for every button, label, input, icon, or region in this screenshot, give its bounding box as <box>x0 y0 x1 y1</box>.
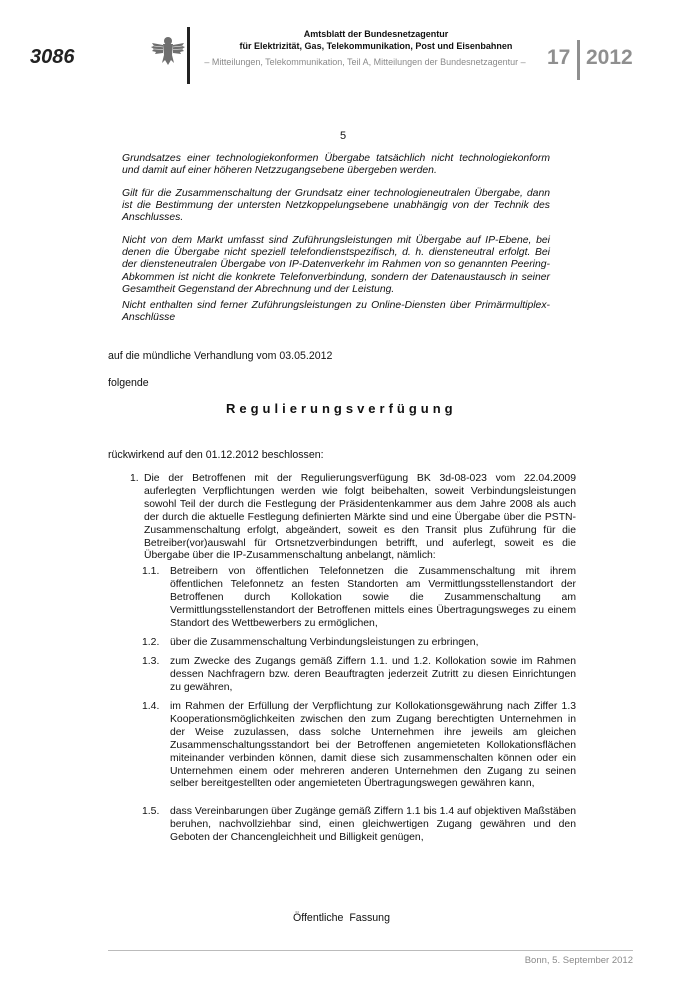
issue-number: 17 <box>547 46 571 69</box>
italic-paragraph: Nicht enthalten sind ferner Zuführungsleistungen zu Online-Diensten über Primärmultiplex-Anschlüsse <box>122 300 550 324</box>
subitem-number: 1.5. <box>142 806 160 817</box>
subitem-number: 1.1. <box>142 566 160 577</box>
subitem-text: dass Vereinbarungen über Zugänge gemäß Ziffern 1.1 bis 1.4 auf objektiven Maßstäben beruhen, nachvollziehbar sind, einen gleichwertigen Zugang gewähren und den Geboten der Chancengleichheit und Billigkeit genügen, <box>170 806 576 843</box>
subitem-text: über die Zusammenschaltung Verbindungsleistungen zu erbringen, <box>170 637 479 648</box>
item-text: Die der Betroffenen mit der Regulierungsverfügung BK 3d-08-023 vom 22.04.2009 auferlegten Verpflichtungen werden wie folgt beibehalten, soweit Verbindungsleistungen sowohl Teil der durch die Festlegung der Präsidentenkammer aus dem Jahre 2008 als auch der durch die aktuelle Festlegung definierten Märkte sind und eine Übergabe über die PSTN-Zusammenschaltung erfolgt, abgeändert, soweit es den Transit plus Zuführung für die Betreiber(vor)auswahl für Ortsnetzverbindungen betrifft, und auferlegt, soweit es die Übergabe über die IP-Zusammenschaltung anbelangt, nämlich: <box>144 473 576 562</box>
subitem-number: 1.2. <box>142 637 160 648</box>
hearing-line: auf die mündliche Verhandlung vom 03.05.2012 <box>108 350 333 362</box>
decision-title: Regulierungsverfügung <box>226 401 457 416</box>
subitem-text: im Rahmen der Erfüllung der Verpflichtung zur Kollokationsgewährung nach Ziffer 1.3 Kooperationsmöglichkeiten zwischen den zum Zugang berechtigten Unternehmen in der Weise zuzulassen, dass solche Unternehmen ihre jeweils am gleichen Zusammenschaltungsstandort bei der Betroffenen angemieteten Kollokationsflächen miteinander verbinden können, damit diese sich zusammenschalten können oder ein Unternehmen einem oder mehreren anderen Unternehmen den Zugang zu seinen selber bereitgestellten oder angemieteten Übertragungswegen gewähren kann, <box>170 701 576 790</box>
gazette-subtitle: für Elektrizität, Gas, Telekommunikation, Post und Eisenbahnen <box>239 41 513 51</box>
italic-paragraph: Nicht von dem Markt umfasst sind Zuführungsleistungen mit Übergabe auf IP-Ebene, bei denen die Übergabe nicht speziell telefondienstspezifisch, d. h. diensteneutral erfolgt. Bei der diensteneutralen Übergabe von IP-Datenverkehr im Rahmen von so genannten Peering-Abkommen ist nicht die konkrete Telefonverbindung, sondern der Datenaustausch in seiner Gesamtheit Gegenstand der Abrechnung und der Leistung. <box>122 235 550 295</box>
following-line: folgende <box>108 377 149 389</box>
retroactive-line: rückwirkend auf den 01.12.2012 beschlossen: <box>108 449 324 461</box>
subitem-number: 1.4. <box>142 701 160 712</box>
public-version-label: Öffentliche Fassung <box>293 912 390 924</box>
item-number: 1. <box>130 473 139 484</box>
footer-place-date: Bonn, 5. September 2012 <box>524 955 633 966</box>
italic-paragraph: Grundsatzes einer technologiekonformen Übergabe tatsächlich nicht technologiekonform und damit auf einer höheren Netzzugangsebene übergeben werden. <box>122 153 550 177</box>
gazette-title: Amtsblatt der Bundesnetzagentur <box>303 29 449 39</box>
issue-divider <box>577 40 580 80</box>
page-number: 3086 <box>30 46 75 68</box>
italic-paragraph: Gilt für die Zusammenschaltung der Grundsatz einer technologieneutralen Übergabe, dann ist die Bestimmung der untersten Netzkoppelungsebene unabhängig von der Technik des Anschlusses. <box>122 188 550 224</box>
issue-year: 2012 <box>586 46 633 69</box>
subitem-text: zum Zwecke des Zugangs gemäß Ziffern 1.1. und 1.2. Kollokation sowie im Rahmen dessen Nachfragern bzw. deren Beauftragten jederzeit Zutritt zu diesen Einrichtungen zu gewähren, <box>170 656 576 693</box>
subitem-number: 1.3. <box>142 656 160 667</box>
subitem-text: Betreibern von öffentlichen Telefonnetzen die Zusammenschaltung mit ihrem öffentlichen Telefonnetz an festen Standorten am Vermittlungsstellenstandort der Betroffenen durch Kollokation sowie die Zusammenschaltung am Vermittlungsstellenstandort der Betroffenen mittels eines Übertragungsweges zu einem Standort des Wettbewerbers zu ermöglichen, <box>170 566 576 629</box>
gazette-section: – Mitteilungen, Telekommunikation, Teil A, Mitteilungen der Bundesnetzagentur – <box>204 57 526 67</box>
footer-divider <box>108 950 633 951</box>
federal-eagle-icon <box>150 33 186 69</box>
inner-page-mark: 5 <box>340 130 347 142</box>
header-divider <box>187 27 190 84</box>
